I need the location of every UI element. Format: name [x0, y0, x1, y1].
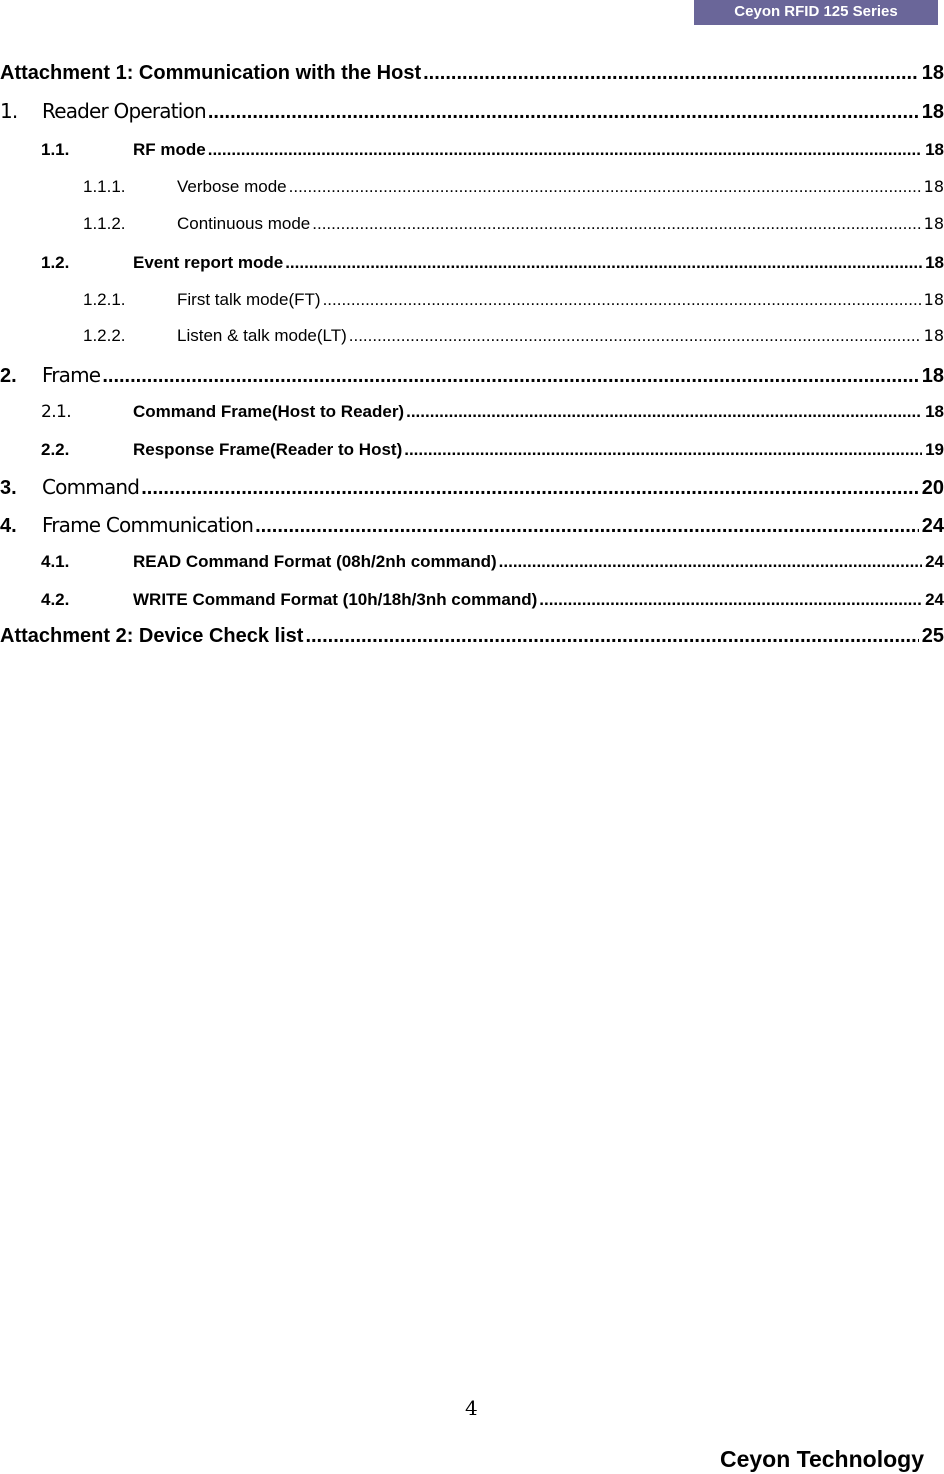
- page-number: 4: [465, 1396, 478, 1420]
- toc-entry-response-frame[interactable]: [0, 440, 944, 460]
- toc-entry-page: 18: [923, 290, 944, 309]
- toc-entry-command-frame[interactable]: [0, 402, 944, 422]
- dot-leader: [285, 253, 922, 273]
- toc-entry-number: 1.: [0, 99, 18, 123]
- toc-entry-attachment-2[interactable]: [0, 625, 944, 648]
- dot-leader: [102, 365, 918, 388]
- toc-entry-page: 18: [921, 365, 944, 387]
- toc-entry-title: Command Frame(Host to Reader): [133, 402, 405, 421]
- toc-entry-first-talk-mode[interactable]: [0, 290, 944, 310]
- dot-leader: [404, 440, 922, 460]
- toc-entry-rf-mode[interactable]: [0, 140, 944, 160]
- toc-entry-page: 25: [921, 625, 944, 647]
- toc-entry-page: 18: [921, 101, 944, 123]
- dot-leader: [312, 214, 920, 234]
- toc-entry-verbose-mode[interactable]: [0, 177, 944, 197]
- toc-entry-title: First talk mode(FT): [177, 290, 321, 309]
- toc-entry-title: Verbose mode: [177, 177, 287, 196]
- toc-entry-page: 18: [921, 62, 944, 84]
- dot-leader: [255, 515, 919, 538]
- toc-entry-page: 20: [921, 477, 944, 499]
- dot-leader: [289, 177, 921, 197]
- toc-entry-number: 1.1.1.: [83, 177, 126, 196]
- dot-leader: [141, 477, 919, 500]
- toc-entry-page: 18: [923, 326, 944, 345]
- toc-entry-number: 4.2.: [41, 590, 70, 609]
- toc-entry-read-command-format[interactable]: [0, 552, 944, 572]
- toc-entry-page: 18: [925, 253, 944, 272]
- toc-entry-title: RF mode: [133, 140, 206, 159]
- dot-leader: [208, 101, 919, 124]
- toc-entry-page: 18: [923, 214, 944, 233]
- toc-entry-number: 3.: [0, 477, 17, 499]
- dot-leader: [349, 326, 921, 346]
- toc-entry-page: 24: [921, 515, 944, 537]
- dot-leader: [423, 62, 919, 85]
- toc-entry-number: 1.1.: [41, 140, 70, 159]
- toc-entry-title: Continuous mode: [177, 214, 311, 233]
- toc-entry-page: 24: [925, 590, 944, 609]
- toc-entry-number: 2.1.: [41, 402, 72, 422]
- toc-entry-frame-communication[interactable]: [0, 513, 944, 538]
- toc-entry-command[interactable]: [0, 475, 944, 500]
- toc-entry-number: 2.2.: [41, 440, 70, 459]
- toc-entry-title: Attachment 1: Communication with the Host: [0, 62, 422, 84]
- toc-entry-title: Reader Operation: [42, 99, 206, 123]
- toc-entry-page: 18: [925, 140, 944, 159]
- dot-leader: [406, 402, 922, 422]
- toc-entry-title: WRITE Command Format (10h/18h/3nh command): [133, 590, 538, 609]
- toc-entry-title: Event report mode: [133, 253, 284, 272]
- toc-entry-page: 24: [925, 552, 944, 571]
- toc-entry-frame[interactable]: [0, 363, 944, 388]
- dot-leader: [323, 290, 921, 310]
- toc-entry-title: Command: [42, 475, 140, 499]
- toc-entry-number: 1.1.2.: [83, 214, 126, 233]
- toc-entry-page: 18: [925, 402, 944, 421]
- toc-entry-title: Response Frame(Reader to Host): [133, 440, 403, 459]
- toc-entry-number: 1.2.1.: [83, 290, 126, 309]
- toc-entry-listen-talk-mode[interactable]: [0, 326, 944, 346]
- dot-leader: [499, 552, 922, 572]
- footer-company-name: Ceyon Technology: [719, 1446, 924, 1472]
- series-badge: Ceyon RFID 125 Series: [694, 0, 938, 25]
- toc-entry-title: Attachment 2: Device Check list: [0, 625, 304, 647]
- toc-entry-number: 4.: [0, 515, 17, 537]
- toc-entry-event-report-mode[interactable]: [0, 253, 944, 273]
- dot-leader: [539, 590, 922, 610]
- toc-entry-number: 2.: [0, 365, 17, 387]
- toc-entry-title: Frame: [42, 363, 101, 387]
- toc-entry-title: READ Command Format (08h/2nh command): [133, 552, 497, 571]
- toc-entry-number: 4.1.: [41, 552, 70, 571]
- toc-entry-attachment-1[interactable]: [0, 62, 944, 85]
- toc-entry-write-command-format[interactable]: [0, 590, 944, 610]
- toc-entry-reader-operation[interactable]: [0, 99, 944, 124]
- toc-entry-number: 1.2.: [41, 253, 70, 272]
- toc-entry-title: Frame Communication: [42, 513, 254, 537]
- toc-entry-page: 19: [925, 440, 944, 459]
- toc-entry-page: 18: [923, 177, 944, 196]
- dot-leader: [208, 140, 922, 160]
- toc-entry-title: Listen & talk mode(LT): [177, 326, 347, 345]
- toc-entry-continuous-mode[interactable]: [0, 214, 944, 234]
- toc-entry-number: 1.2.2.: [83, 326, 126, 345]
- dot-leader: [305, 625, 918, 648]
